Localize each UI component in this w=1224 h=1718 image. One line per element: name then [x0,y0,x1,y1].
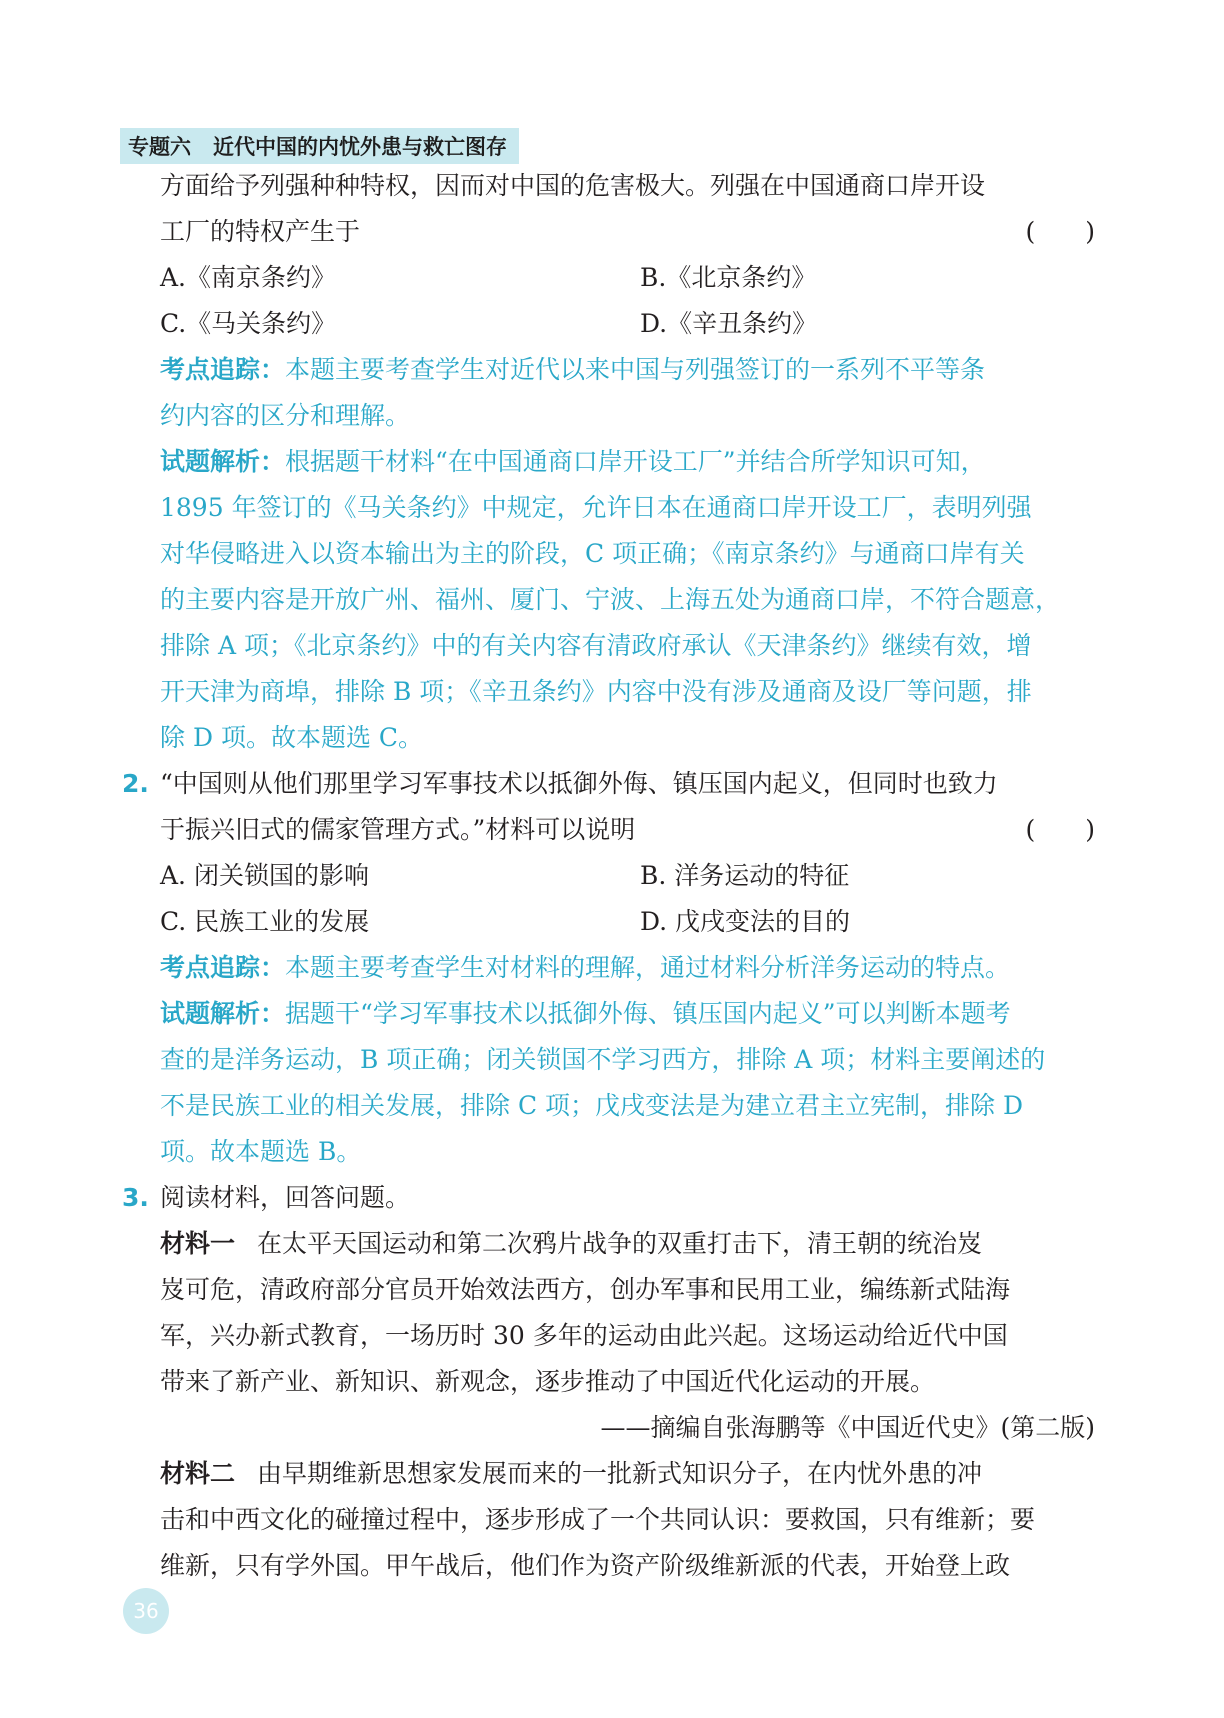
section-header [120,128,519,164]
kaodian-text: 本题主要考查学生对材料的理解，通过材料分析洋务运动的特点。 [285,953,1011,982]
q1-jiexi-line [160,623,1095,669]
material-1-text: 军，兴办新式教育，一场历时 30 多年的运动由此兴起。这场运动给近代中国 [160,1321,1008,1350]
q2-stem-text: 于振兴旧式的儒家管理方式。”材料可以说明 [160,815,636,844]
material-1-label: 材料一 [160,1229,236,1258]
q2-stem-line [160,807,1095,853]
q2-answer-paren: ( ) [1025,815,1095,844]
material-1-line [160,1221,1095,1267]
q1-jiexi-line [160,577,1095,623]
material-1-source: ——摘编自张海鹏等《中国近代史》(第二版) [600,1413,1095,1442]
jiexi-text: 不是民族工业的相关发展，排除 C 项；戊戌变法是为建立君主立宪制，排除 D [160,1091,1024,1120]
material-2-line [160,1451,1095,1497]
material-2-text: 维新，只有学外国。甲午战后，他们作为资产阶级维新派的代表，开始登上政 [160,1551,1011,1580]
q1-jiexi-line [160,485,1095,531]
q1-answer-paren: ( ) [1025,217,1095,246]
q2-option-b: B. 洋务运动的特征 [640,861,850,890]
section-number: 专题六 [128,135,191,159]
q1-stem-text: 工厂的特权产生于 [160,217,361,246]
q1-options-row [160,255,1095,301]
jiexi-text: 的主要内容是开放广州、福州、厦门、宁波、上海五处为通商口岸，不符合题意， [160,585,1061,614]
kaodian-label: 考点追踪： [160,355,286,384]
jiexi-label: 试题解析： [160,999,286,1028]
q1-option-d: D.《辛丑条约》 [640,309,818,338]
jiexi-text: 项。故本题选 B。 [160,1137,362,1166]
q2-stem-text: “中国则从他们那里学习军事技术以抵御外侮、镇压国内起义，但同时也致力 [160,769,998,798]
jiexi-text: 排除 A 项；《北京条约》中的有关内容有清政府承认《天津条约》继续有效，增 [160,631,1032,660]
jiexi-text: 查的是洋务运动，B 项正确；闭关锁国不学习西方，排除 A 项；材料主要阐述的 [160,1045,1046,1074]
q1-stem-line [160,209,1095,255]
kaodian-text: 约内容的区分和理解。 [160,401,411,430]
q2-kaodian-line [160,945,1095,991]
q1-kaodian-line [160,393,1095,439]
q1-stem-line [160,163,1095,209]
jiexi-text: 开天津为商埠，排除 B 项；《辛丑条约》内容中没有涉及通商及设厂等问题，排 [160,677,1032,706]
material-1-line [160,1267,1095,1313]
q1-option-b: B.《北京条约》 [640,263,817,292]
q1-jiexi-line [160,669,1095,715]
q2-option-d: D. 戊戌变法的目的 [640,907,851,936]
q1-option-a: A.《南京条约》 [160,263,337,292]
q2-jiexi-line [160,1083,1095,1129]
jiexi-text: 据题干“学习军事技术以抵御外侮、镇压国内起义”可以判断本题考 [285,999,1011,1028]
jiexi-label: 试题解析： [160,447,286,476]
q1-jiexi-line [160,439,1095,485]
jiexi-text: 对华侵略进入以资本输出为主的阶段，C 项正确；《南京条约》与通商口岸有关 [160,539,1025,568]
material-2-line [160,1497,1095,1543]
page-content [122,163,1095,1589]
material-1-line [160,1313,1095,1359]
q2-stem-line [122,761,1095,807]
q1-option-c: C.《马关条约》 [160,309,337,338]
q1-jiexi-line [160,531,1095,577]
q3-stem-text: 阅读材料，回答问题。 [160,1183,411,1212]
q2-options-row [160,899,1095,945]
jiexi-text: 1895 年签订的《马关条约》中规定，允许日本在通商口岸开设工厂，表明列强 [160,493,1032,522]
q3-stem-line [122,1175,1095,1221]
material-2-text: 由早期维新思想家发展而来的一批新式知识分子，在内忧外患的冲 [257,1459,983,1488]
kaodian-label: 考点追踪： [160,953,286,982]
q2-jiexi-line [160,1037,1095,1083]
q2-option-a: A. 闭关锁国的影响 [160,861,369,890]
kaodian-text: 本题主要考查学生对近代以来中国与列强签订的一系列不平等条 [285,355,986,384]
material-1-text: 在太平天国运动和第二次鸦片战争的双重打击下，清王朝的统治岌 [257,1229,983,1258]
q1-kaodian-line [160,347,1095,393]
jiexi-text: 除 D 项。故本题选 C。 [160,723,424,752]
q2-number: 2. [122,769,149,798]
material-1-line [160,1359,1095,1405]
q2-option-c: C. 民族工业的发展 [160,907,370,936]
material-2-line [160,1543,1095,1589]
material-1-text: 岌可危，清政府部分官员开始效法西方，创办军事和民用工业，编练新式陆海 [160,1275,1011,1304]
q3-number: 3. [122,1183,149,1212]
q2-jiexi-line [160,1129,1095,1175]
material-2-label: 材料二 [160,1459,236,1488]
q1-jiexi-line [160,715,1095,761]
material-1-text: 带来了新产业、新知识、新观念，逐步推动了中国近代化运动的开展。 [160,1367,936,1396]
material-2-text: 击和中西文化的碰撞过程中，逐步形成了一个共同认识：要救国，只有维新；要 [160,1505,1036,1534]
q1-options-row [160,301,1095,347]
q2-jiexi-line [160,991,1095,1037]
q2-options-row [160,853,1095,899]
section-title: 近代中国的内忧外患与救亡图存 [213,135,507,159]
page-number: 36 [123,1588,169,1634]
q1-stem-text: 方面给予列强种种特权，因而对中国的危害极大。列强在中国通商口岸开设 [160,171,986,200]
jiexi-text: 根据题干材料“在中国通商口岸开设工厂”并结合所学知识可知， [285,447,986,476]
